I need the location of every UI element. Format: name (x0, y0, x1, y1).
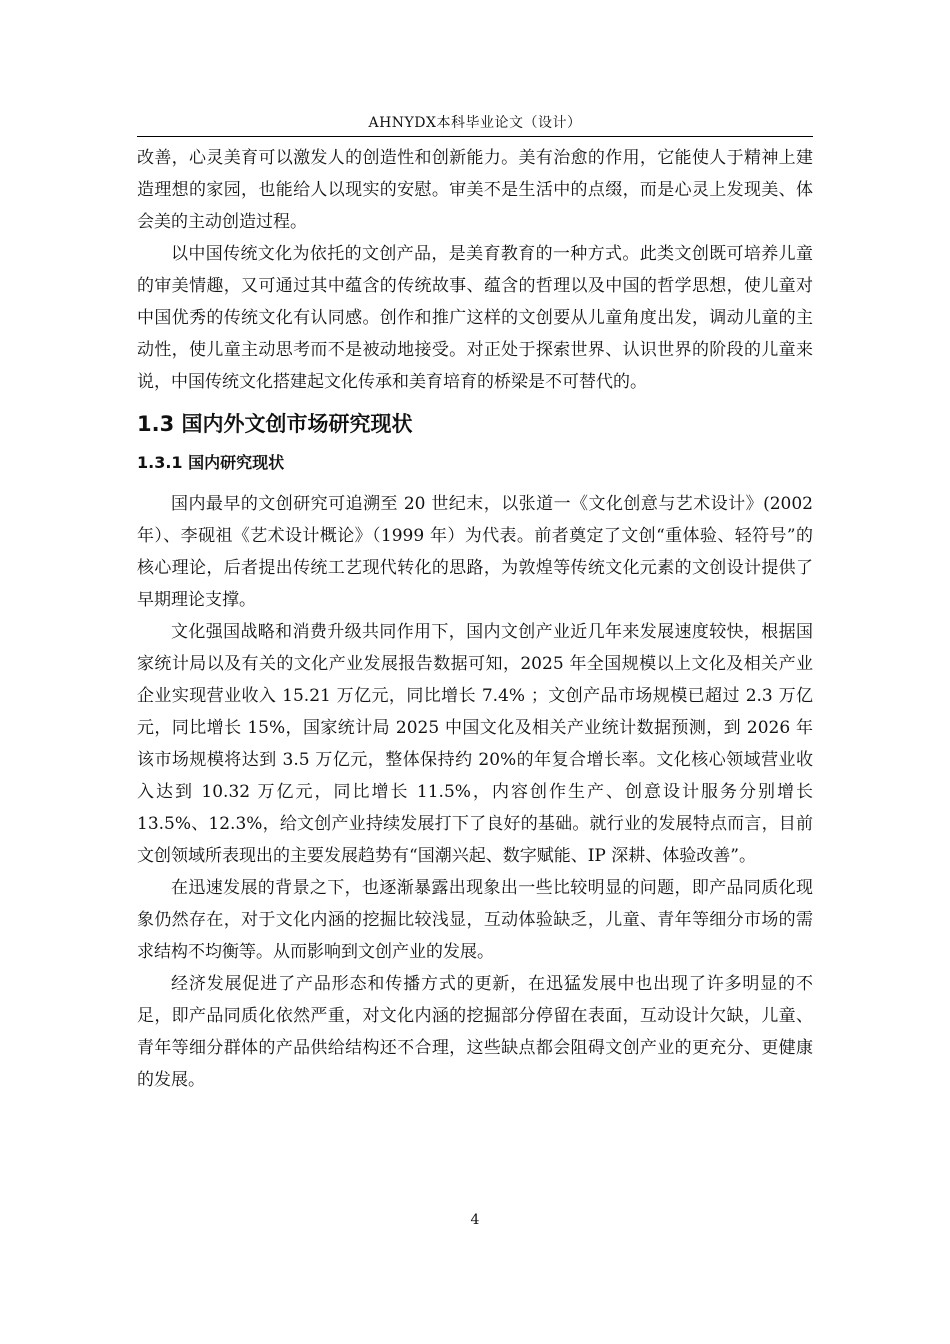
paragraph-early-research: 国内最早的文创研究可追溯至 20 世纪末，以张道一《文化创意与艺术设计》(2002 年）、李砚祖《艺术设计概论》（1999 年）为代表。前者奠定了文创“重体验、轻符号”的核心理论，后者提出传统工艺现代转化的思路，为敦煌等传统文化元素的文创设计提供了早期理论支撑。 (137, 494, 813, 610)
header-rule (137, 136, 813, 137)
section-heading: 1.3 国内外文创市场研究现状 (137, 412, 413, 436)
paragraph-market-statistics: 文化强国战略和消费升级共同作用下，国内文创产业近几年来发展速度较快，根据国家统计局以及有关的文化产业发展报告数据可知，2025 年全国规模以上文化及相关产业企业实现营业收入 15.21 万亿元，同比增长 7.4% ；文创产品市场规模已超过 2.3 万亿元，同比增长 15%，国家统计局 2025 中国文化及相关产业统计数据预测，到 2026 年该市场规模将达到 3.5 万亿元，整体保持约 20%的年复合增长率。文化核心领域营业收入达到 10.32 万亿元，同比增长 11.5%，内容创作生产、创意设计服务分别增长 13.5%、12.3%，给文创产业持续发展打下了良好的基础。就行业的发展特点而言，目前文创领域所表现出的主要发展趋势有“国潮兴起、数字赋能、IP 深耕、体验改善”。 (137, 622, 813, 866)
paragraph-aesthetic-education: 以中国传统文化为依托的文创产品，是美育教育的一种方式。此类文创既可培养儿童的审美情趣，又可通过其中蕴含的传统故事、蕴含的哲理以及中国的哲学思想，使儿童对中国优秀的传统文化有认同感。创作和推广这样的文创要从儿童角度出发，调动儿童的主动性，使儿童主动思考而不是被动地接受。对正处于探索世界、认识世界的阶段的儿童来说，中国传统文化搭建起文化传承和美育培育的桥梁是不可替代的。 (137, 244, 813, 392)
paragraph-problems: 在迅速发展的背景之下，也逐渐暴露出现象出一些比较明显的问题，即产品同质化现象仍然存在，对于文化内涵的挖掘比较浅显，互动体验缺乏，儿童、青年等细分市场的需求结构不均衡等。从而影响到文创产业的发展。 (137, 878, 813, 962)
paragraph-shortcomings: 经济发展促进了产品形态和传播方式的更新，在迅猛发展中也出现了许多明显的不足，即产品同质化依然严重，对文化内涵的挖掘部分停留在表面，互动设计欠缺，儿童、青年等细分群体的产品供给结构还不合理，这些缺点都会阻碍文创产业的更充分、更健康的发展。 (137, 974, 813, 1090)
paragraph-continued: 改善，心灵美育可以激发人的创造性和创新能力。美有治愈的作用，它能使人于精神上建造理想的家园，也能给人以现实的安慰。审美不是生活中的点缀，而是心灵上发现美、体会美的主动创造过程。 (137, 148, 813, 232)
subsection-heading: 1.3.1 国内研究现状 (137, 453, 285, 472)
page-body (137, 142, 813, 1096)
page-number: 4 (470, 1212, 480, 1228)
running-header: AHNYDX本科毕业论文（设计） (368, 115, 582, 131)
